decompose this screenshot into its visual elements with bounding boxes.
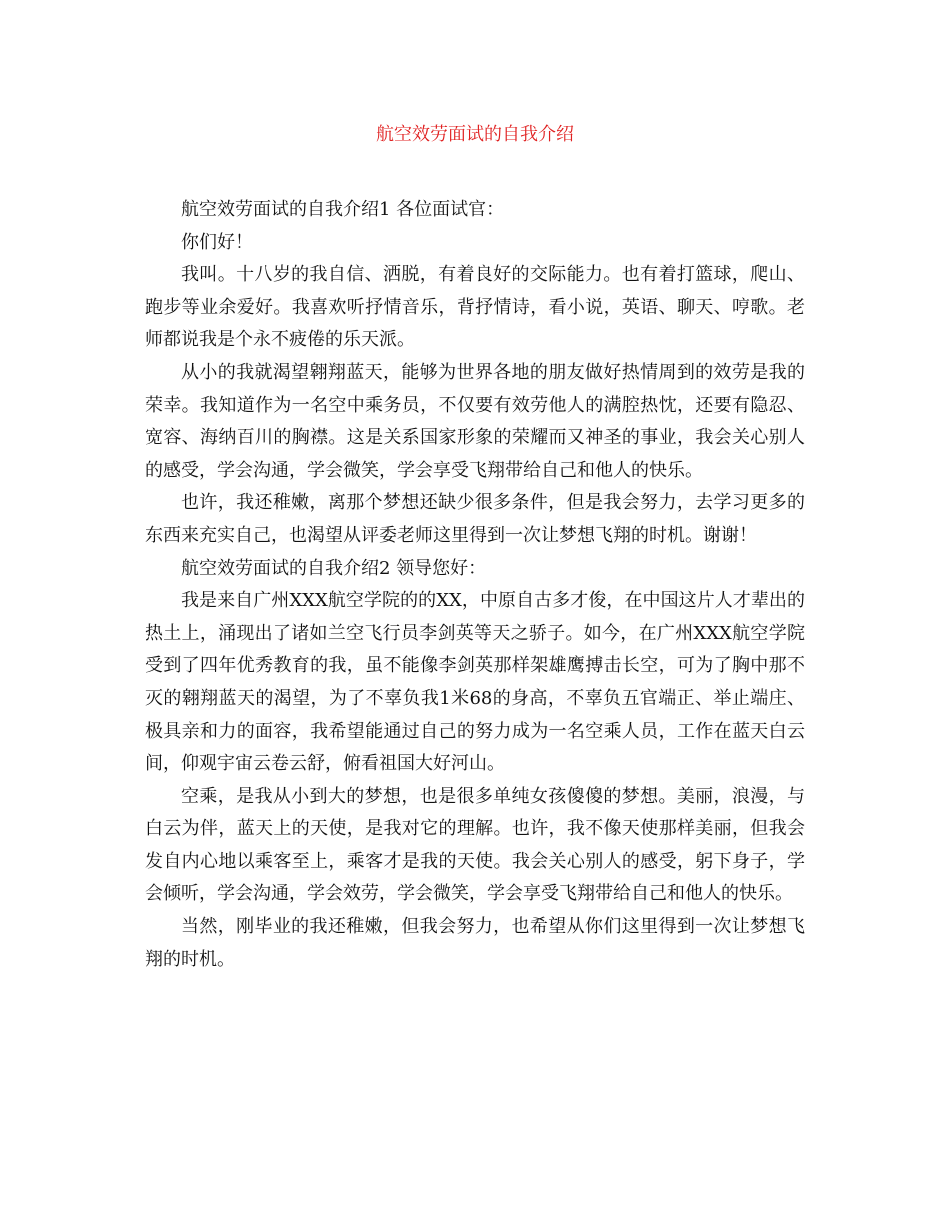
paragraph-background: 我是来自广州XXX航空学院的的XX，中原自古多才俊，在中国这片人才辈出的热土上，涌现出了诸如兰空飞行员李剑英等天之骄子。如今，在广州XXX航空学院受到了四年优秀教育的我，虽不能像李剑英那样架雄鹰搏击长空，可为了胸中那不灭的翱翔蓝天的渴望，为了不辜负我1米68的身高，不辜负五官端正、举止端庄、极具亲和力的面容，我希望能通过自己的努力成为一名空乘人员，工作在蓝天白云间，仰观宇宙云卷云舒，俯看祖国大好河山。	[145, 590, 805, 775]
paragraph-flight-attendant-dream: 空乘，是我从小到大的梦想，也是很多单纯女孩傻傻的梦想。美丽，浪漫，与白云为伴，蓝天上的天使，是我对它的理解。也许，我不像天使那样美丽，但我会发自内心地以乘客至上，乘客才是我的天使。我会关心别人的感受，躬下身子，学会倾听，学会沟通，学会效劳，学会微笑，学会享受飞翔带给自己和他人的快乐。	[145, 785, 805, 905]
paragraph-closing-1: 也许，我还稚嫩，离那个梦想还缺少很多条件，但是我会努力，去学习更多的东西来充实自己，也渴望从评委老师这里得到一次让梦想飞翔的时机。谢谢！	[145, 492, 805, 546]
paragraph-intro-heading-2: 航空效劳面试的自我介绍2 领导您好：	[181, 557, 487, 579]
document-body	[145, 194, 805, 976]
paragraph-closing-2: 当然，刚毕业的我还稚嫩，但我会努力，也希望从你们这里得到一次让梦想飞翔的时机。	[145, 916, 805, 970]
paragraph-dream: 从小的我就渴望翱翔蓝天，能够为世界各地的朋友做好热情周到的效劳是我的荣幸。我知道作为一名空中乘务员，不仅要有效劳他人的满腔热忱，还要有隐忍、宽容、海纳百川的胸襟。这是关系国家形象的荣耀而又神圣的事业，我会关心别人的感受，学会沟通，学会微笑，学会享受飞翔带给自己和他人的快乐。	[145, 361, 805, 481]
document-title: 航空效劳面试的自我介绍	[376, 124, 574, 145]
paragraph-self-description: 我叫。十八岁的我自信、洒脱，有着良好的交际能力。也有着打篮球，爬山、跑步等业余爱好。我喜欢听抒情音乐，背抒情诗，看小说，英语、聊天、哼歌。老师都说我是个永不疲倦的乐天派。	[145, 264, 805, 351]
paragraph-greeting: 你们好！	[181, 231, 253, 253]
paragraph-intro-heading-1: 航空效劳面试的自我介绍1 各位面试官：	[181, 199, 505, 220]
